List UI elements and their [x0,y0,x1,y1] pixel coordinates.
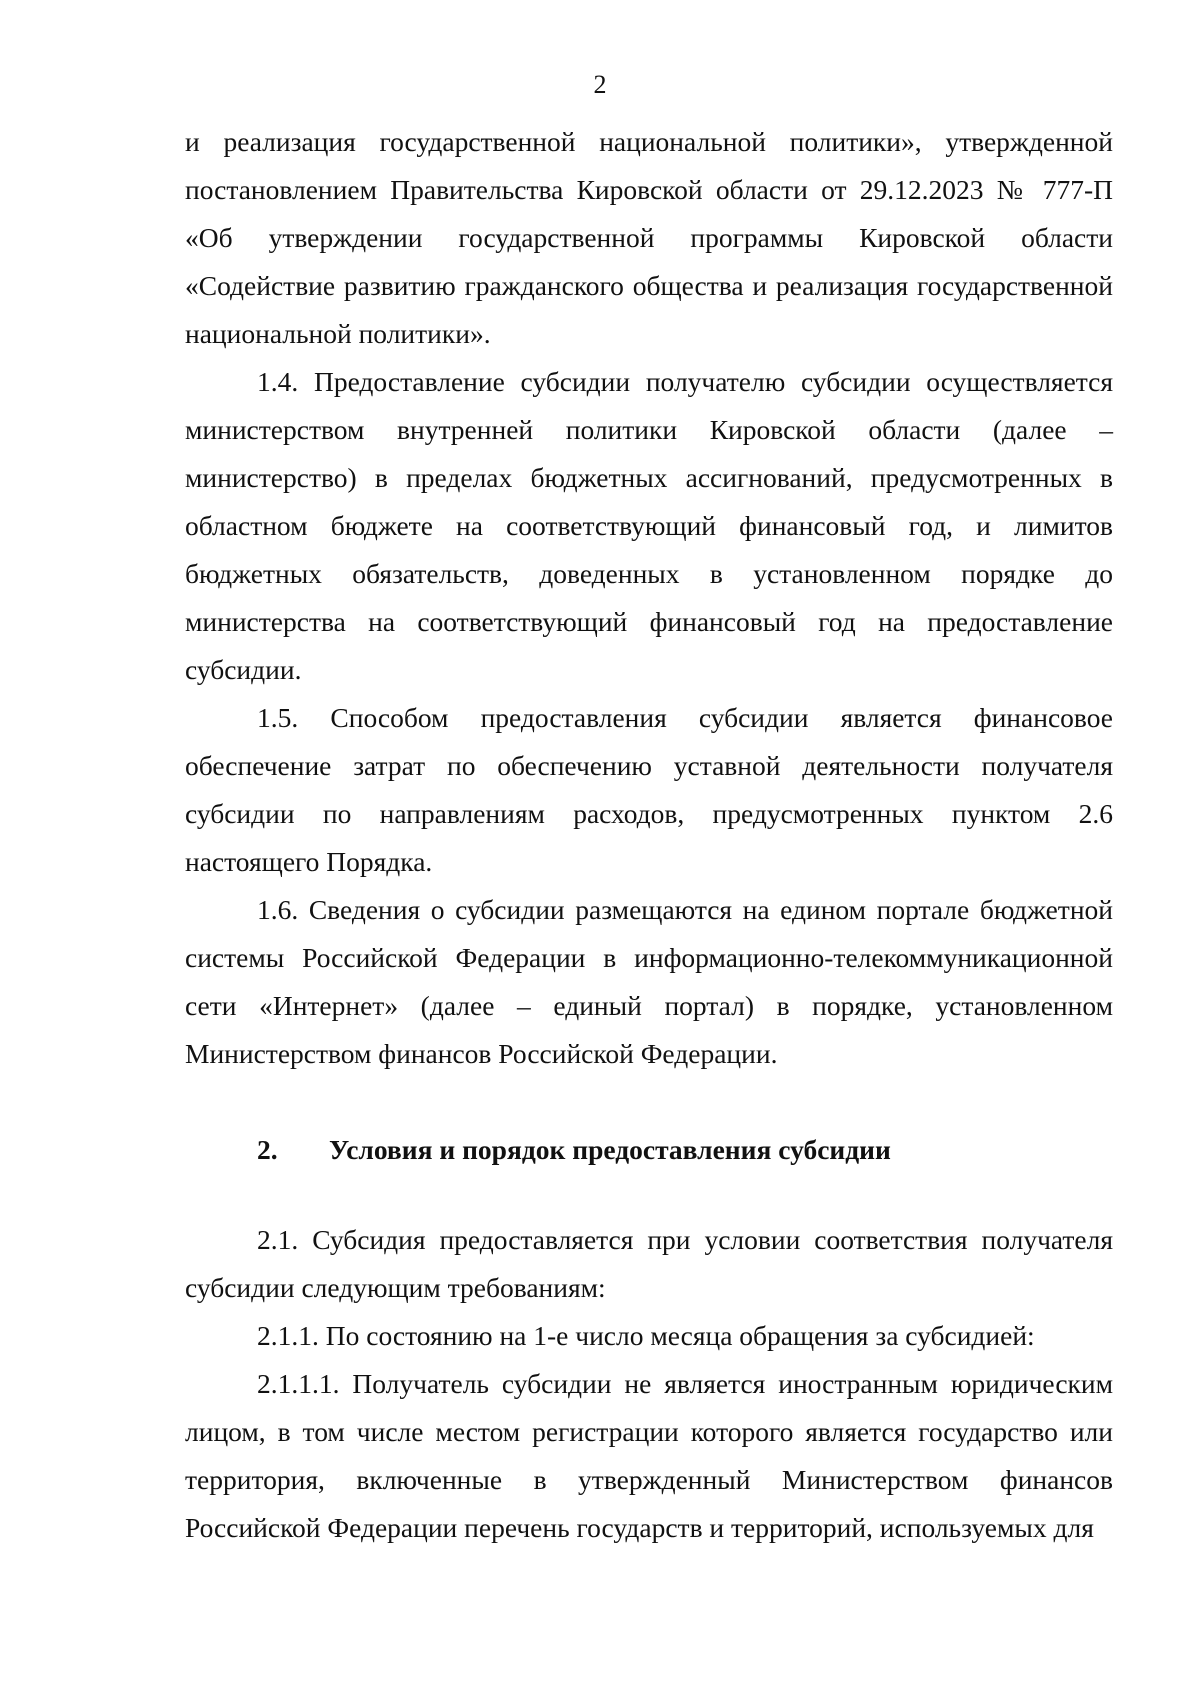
paragraph-2-1-1: 2.1.1. По состоянию на 1-е число месяца обращения за субсидией: [257,1320,1035,1351]
paragraph-1-5: 1.5. Способом предоставления субсидии является финансовое обеспечение затрат по обеспечению уставной деятельности получателя субсидии по направлениям расходов, предусмотренных пунктом 2.6 настоящего Порядка. [185,702,1113,877]
paragraph-1-4: 1.4. Предоставление субсидии получателю субсидии осуществляется министерством внутренней политики Кировской области (далее – министерство) в пределах бюджетных ассигнований, предусмотренных в областном бюджете на соответствующий финансовый год, и лимитов бюджетных обязательств, доведенных в установленном порядке до министерства на соответствующий финансовый год на предоставление субсидии. [185,366,1113,685]
section-number: 2. [257,1134,278,1165]
paragraph-1-6: 1.6. Сведения о субсидии размещаются на едином портале бюджетной системы Российской Федерации в информационно-телекоммуникационной сети «Интернет» (далее – единый портал) в порядке, установленном Министерством финансов Российской Федерации. [185,894,1113,1069]
document-body [185,118,1113,1552]
page-number: 2 [593,70,607,99]
paragraph-continuation: и реализация государственной национальной политики», утвержденной постановлением Правительства Кировской области от 29.12.2023 № 777-П «Об утверждении государственной программы Кировской области «Содействие развитию гражданского общества и реализация государственной национальной политики». [185,126,1113,349]
section-heading [185,1126,1113,1174]
paragraph-2-1: 2.1. Субсидия предоставляется при условии соответствия получателя субсидии следующим требованиям: [185,1224,1113,1303]
paragraph-2-1-1-1: 2.1.1.1. Получатель субсидии не является иностранным юридическим лицом, в том числе местом регистрации которого является государство или территория, включенные в утвержденный Министерством финансов Российской Федерации перечень государств и территорий, используемых для [185,1368,1113,1543]
section-title: Условия и порядок предоставления субсидии [329,1134,891,1165]
